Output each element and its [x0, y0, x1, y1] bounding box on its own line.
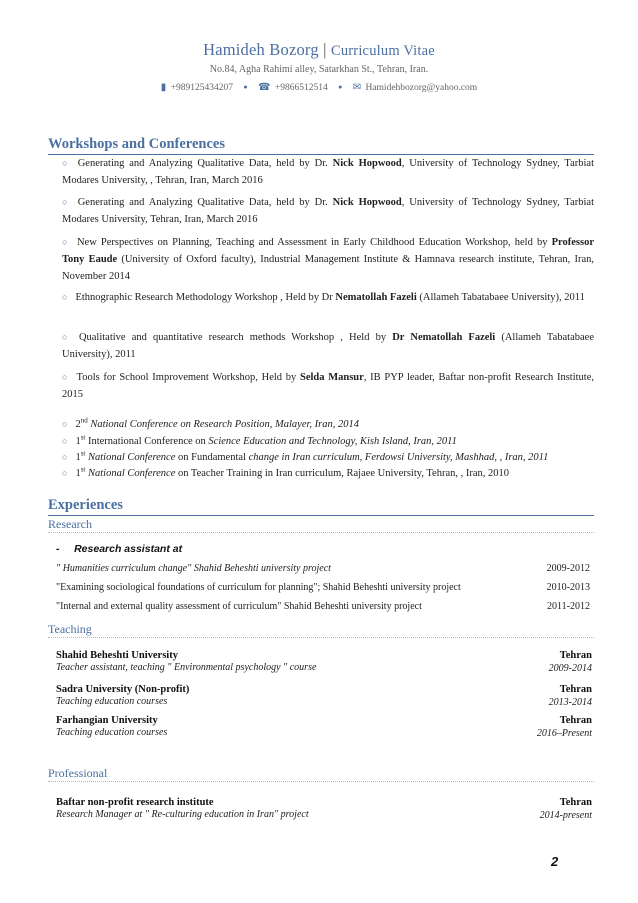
job-city: Tehran	[559, 797, 592, 808]
job-city: Tehran	[559, 684, 592, 695]
job-role: Research Manager at " Re-culturing education in Iran" project	[56, 809, 309, 820]
circle-bullet-icon: ○	[62, 292, 68, 302]
workshop-item: ○ New Perspectives on Planning, Teaching and Assessment in Early Childhood Education Workshop, held by Professor Tony Eaude (University of Oxford faculty), Industrial Management Institute & Hamnava research institute, Tehran, Iran, November 2014	[62, 237, 594, 282]
circle-bullet-icon: ○	[62, 237, 69, 247]
telephone-icon: ☎	[258, 82, 271, 93]
workshop-item: ○ Generating and Analyzing Qualitative Data, held by Dr. Nick Hopwood, University of Technology Sydney, Tarbiat Modares University, , Tehran, Iran, March 2016	[62, 158, 595, 186]
header-title	[0, 40, 638, 60]
job-date: 2013-2014	[548, 697, 592, 708]
circle-bullet-icon: ○	[62, 436, 68, 446]
workshop-item: ○ Qualitative and quantitative research methods Workshop , Held by Dr Nematollah Fazeli (Allameh Tabatabaee University), 2011	[62, 332, 594, 360]
separator-dot-icon: ●	[243, 83, 248, 91]
circle-bullet-icon: ○	[62, 372, 69, 382]
job-organization: Farhangian University	[56, 715, 158, 726]
job-date: 2014-present	[539, 810, 592, 821]
mobile-phone-icon: ▮	[160, 82, 167, 93]
email-address[interactable]: Hamidehbozorg@yahoo.com	[365, 83, 478, 93]
mobile-number: +989125434207	[170, 83, 234, 93]
phone-number: +9866512514	[274, 83, 328, 93]
circle-bullet-icon: ○	[62, 158, 70, 168]
subsection-title-research: Research	[48, 517, 594, 533]
workshop-item: ○ Generating and Analyzing Qualitative Data, held by Dr. Nick Hopwood, University of Technology Sydney, Tarbiat Modares University, Tehran, Iran, March 2016	[62, 197, 595, 225]
research-project-row: "Examining sociological foundations of curriculum for planning"; Shahid Beheshti university project 2010-2013	[56, 582, 590, 593]
job-organization: Shahid Beheshti University	[56, 650, 178, 661]
section-title-experiences: Experiences	[48, 497, 594, 516]
circle-bullet-icon: ○	[62, 332, 71, 342]
job-date: 2009-2014	[548, 663, 592, 674]
research-project-row: " Humanities curriculum change" Shahid Beheshti university project 2009-2012	[56, 563, 590, 574]
cv-title: Curriculum Vitae	[330, 43, 435, 59]
conference-item: ○ 2nd National Conference on Research Position, Malayer, Iran, 2014	[62, 416, 359, 430]
research-project-row: "Internal and external quality assessment of curriculum" Shahid Beheshti university project 2011-2012	[56, 601, 590, 612]
subsection-title-professional: Professional	[48, 766, 594, 782]
workshop-item: ○ Ethnographic Research Methodology Workshop , Held by Dr Nematollah Fazeli (Allameh Tabatabaee University), 2011	[62, 292, 585, 303]
subsection-title-teaching: Teaching	[48, 622, 594, 638]
job-organization: Baftar non-profit research institute	[56, 797, 214, 808]
teaching-job	[56, 715, 592, 738]
professional-job	[56, 797, 592, 820]
research-assistant-heading: - Research assistant at	[56, 543, 183, 555]
job-city: Tehran	[559, 650, 592, 661]
conference-item: ○ 1st National Conference on Teacher Training in Iran curriculum, Rajaee University, Tehran, , Iran, 2010	[62, 465, 510, 479]
cv-header	[0, 40, 638, 93]
job-date: 2016–Present	[536, 728, 592, 739]
separator-dot-icon: ●	[338, 83, 343, 91]
conference-item: ○ 1st International Conference on Science Education and Technology, Kish Island, Iran, 2011	[62, 433, 457, 447]
envelope-icon: ✉	[352, 82, 362, 93]
address: No.84, Agha Rahimi alley, Satarkhan St., Tehran, Iran.	[209, 64, 429, 75]
teaching-job	[56, 684, 592, 707]
circle-bullet-icon: ○	[62, 452, 68, 462]
job-role: Teaching education courses	[56, 696, 168, 707]
page-number: 2	[551, 854, 559, 869]
teaching-job	[56, 650, 592, 673]
workshop-item: ○ Tools for School Improvement Workshop, Held by Selda Mansur, IB PYP leader, Baftar non-profit Research Institute, 2015	[62, 372, 594, 400]
conference-item: ○ 1st National Conference on Fundamental change in Iran curriculum, Ferdowsi University, Mashhad, , Iran, 2011	[62, 449, 549, 463]
applicant-name: Hamideh Bozorg	[203, 40, 319, 59]
contact-line	[0, 82, 638, 93]
title-separator: |	[323, 40, 327, 59]
job-role: Teacher assistant, teaching " Environmental psychology " course	[56, 662, 317, 673]
circle-bullet-icon: ○	[62, 419, 68, 429]
circle-bullet-icon: ○	[62, 197, 70, 207]
job-role: Teaching education courses	[56, 727, 168, 738]
job-organization: Sadra University (Non-profit)	[56, 684, 190, 695]
circle-bullet-icon: ○	[62, 468, 68, 478]
job-city: Tehran	[559, 715, 592, 726]
section-title-workshops: Workshops and Conferences	[48, 136, 594, 155]
